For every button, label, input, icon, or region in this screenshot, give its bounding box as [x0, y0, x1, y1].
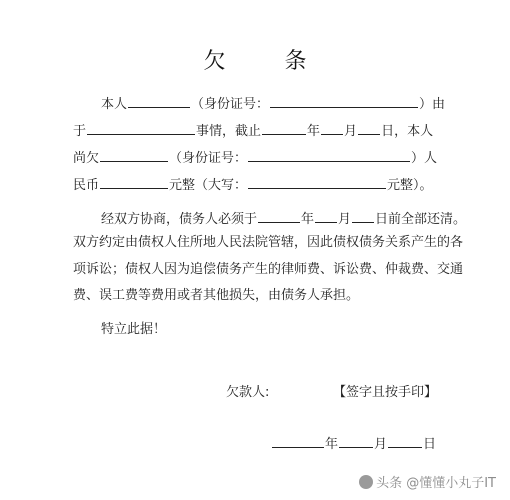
- special-statement: 特立此据！: [101, 322, 167, 337]
- blank-repay-day[interactable]: [352, 208, 374, 223]
- line-5-b: 年: [301, 212, 315, 227]
- line-3-c: ）人: [411, 151, 438, 166]
- line-4-b: 元整（大写：: [169, 178, 248, 193]
- blank-matter[interactable]: [87, 120, 195, 135]
- line-2-a: 于: [73, 124, 87, 139]
- line-1-c: ）由: [419, 97, 446, 112]
- blank-creditor-name[interactable]: [100, 147, 168, 162]
- line-7: 项诉讼；债权人因为追偿债务产生的律师费、诉讼费、仲裁费、交通: [73, 262, 464, 277]
- blank-cutoff-month[interactable]: [321, 120, 343, 135]
- line-8: 费、误工费等费用或者其他损失，由债务人承担。: [73, 288, 360, 303]
- blank-creditor-id[interactable]: [248, 147, 410, 162]
- line-3-b: （身份证号：: [169, 151, 248, 166]
- blank-date-year[interactable]: [272, 433, 324, 448]
- blank-cutoff-day[interactable]: [358, 120, 380, 135]
- blank-repay-year[interactable]: [258, 208, 300, 223]
- line-5: [101, 208, 466, 229]
- watermark: [359, 472, 496, 491]
- line-1-b: （身份证号：: [191, 97, 270, 112]
- signature-label: 欠款人:: [226, 385, 270, 400]
- blank-debtor-name[interactable]: [128, 93, 190, 108]
- line-5-a: 经双方协商，债务人必须于: [101, 212, 258, 227]
- date-day-label: 日: [423, 437, 437, 452]
- line-4: [73, 174, 433, 195]
- toutiao-logo-icon: [359, 475, 373, 489]
- line-6: 双方约定由债权人住所地人民法院管辖，因此债权债务关系产生的各: [73, 235, 464, 250]
- line-1: [101, 93, 445, 114]
- line-5-c: 月: [338, 212, 352, 227]
- watermark-text: 头条 @懂懂小丸子IT: [376, 476, 496, 491]
- date-line: [271, 433, 436, 454]
- blank-repay-month[interactable]: [315, 208, 337, 223]
- line-2-e: 日，本人: [381, 124, 434, 139]
- signature-hint: 【签字且按手印】: [333, 385, 438, 400]
- date-month-label: 月: [374, 437, 388, 452]
- line-3-a: 尚欠: [73, 151, 100, 166]
- line-3: [73, 147, 437, 168]
- document-title: 欠 条: [203, 49, 333, 74]
- blank-date-month[interactable]: [339, 433, 373, 448]
- blank-debtor-id[interactable]: [270, 93, 418, 108]
- blank-cutoff-year[interactable]: [262, 120, 306, 135]
- blank-amount[interactable]: [100, 174, 168, 189]
- date-year-label: 年: [325, 437, 339, 452]
- line-2-d: 月: [344, 124, 358, 139]
- blank-amount-words[interactable]: [248, 174, 386, 189]
- line-5-d: 日前全部还清。: [375, 212, 467, 227]
- line-1-a: 本人: [101, 97, 128, 112]
- line-2: [73, 120, 433, 141]
- line-4-a: 民币: [73, 178, 100, 193]
- line-4-c: 元整）。: [387, 178, 433, 193]
- line-2-c: 年: [307, 124, 321, 139]
- line-2-b: 事情，截止: [196, 124, 262, 139]
- blank-date-day[interactable]: [388, 433, 422, 448]
- signature-area[interactable]: [273, 381, 331, 395]
